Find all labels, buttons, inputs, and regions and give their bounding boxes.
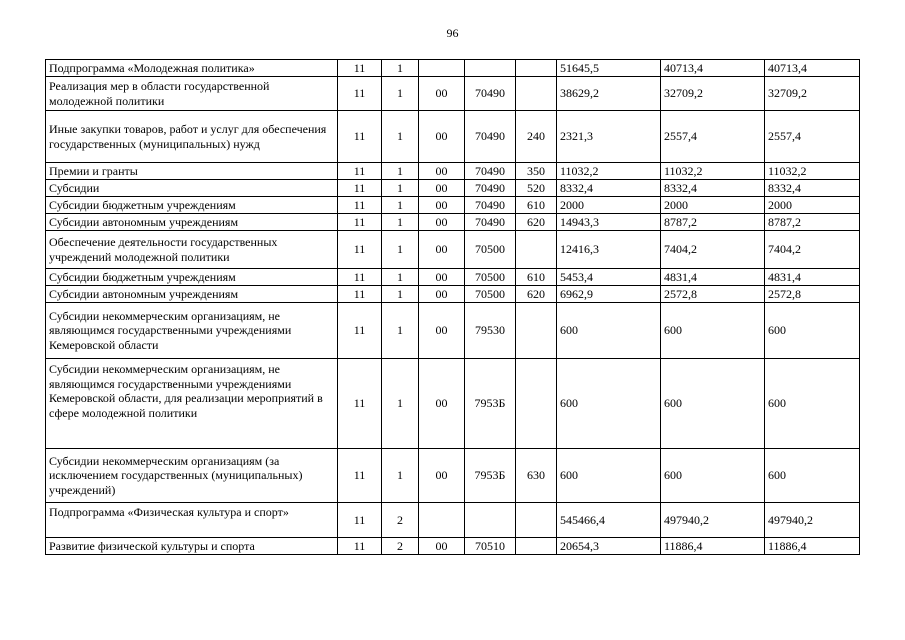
cell-article	[465, 503, 516, 538]
row-name: Иные закупки товаров, работ и услуг для обеспечения государственных (муниципальных) нужд	[46, 111, 338, 163]
cell-amount-2: 600	[661, 359, 765, 449]
cell-amount-3: 2557,4	[765, 111, 860, 163]
cell-amount-2: 497940,2	[661, 503, 765, 538]
row-name: Субсидии некоммерческим организациям, не являющимся государственными учреждениями Кемеровской области, для реализации мероприятий в сфере молодежной политики	[46, 359, 338, 449]
table-row	[46, 60, 860, 77]
cell-subsection: 1	[382, 163, 419, 180]
cell-program: 00	[419, 214, 465, 231]
cell-amount-1: 600	[557, 449, 661, 503]
cell-subsection: 1	[382, 303, 419, 359]
table-row	[46, 538, 860, 555]
cell-program: 00	[419, 269, 465, 286]
table-row	[46, 269, 860, 286]
cell-amount-1: 6962,9	[557, 286, 661, 303]
row-name: Подпрограмма «Физическая культура и спорт»	[46, 503, 338, 538]
cell-program	[419, 60, 465, 77]
cell-article: 70500	[465, 286, 516, 303]
table-row	[46, 303, 860, 359]
cell-type	[516, 60, 557, 77]
row-name: Развитие физической культуры и спорта	[46, 538, 338, 555]
cell-amount-1: 12416,3	[557, 231, 661, 269]
cell-amount-1: 20654,3	[557, 538, 661, 555]
table-row	[46, 163, 860, 180]
row-name: Субсидии автономным учреждениям	[46, 286, 338, 303]
table-row	[46, 359, 860, 449]
cell-amount-1: 51645,5	[557, 60, 661, 77]
cell-type: 620	[516, 214, 557, 231]
cell-subsection: 1	[382, 77, 419, 111]
cell-amount-1: 14943,3	[557, 214, 661, 231]
table-row	[46, 503, 860, 538]
cell-subsection: 1	[382, 111, 419, 163]
row-name: Подпрограмма «Молодежная политика»	[46, 60, 338, 77]
cell-subsection: 2	[382, 538, 419, 555]
table-row	[46, 77, 860, 111]
cell-amount-3: 2000	[765, 197, 860, 214]
cell-amount-2: 8787,2	[661, 214, 765, 231]
cell-subsection: 2	[382, 503, 419, 538]
cell-article: 70510	[465, 538, 516, 555]
row-name: Субсидии автономным учреждениям	[46, 214, 338, 231]
cell-section: 11	[338, 180, 382, 197]
cell-program	[419, 503, 465, 538]
cell-amount-3: 11886,4	[765, 538, 860, 555]
cell-amount-2: 40713,4	[661, 60, 765, 77]
cell-article: 70490	[465, 180, 516, 197]
cell-section: 11	[338, 503, 382, 538]
cell-amount-3: 2572,8	[765, 286, 860, 303]
cell-amount-3: 32709,2	[765, 77, 860, 111]
cell-article: 70490	[465, 111, 516, 163]
cell-section: 11	[338, 359, 382, 449]
cell-subsection: 1	[382, 359, 419, 449]
cell-article: 70500	[465, 231, 516, 269]
cell-section: 11	[338, 538, 382, 555]
cell-amount-2: 4831,4	[661, 269, 765, 286]
cell-amount-3: 8787,2	[765, 214, 860, 231]
cell-section: 11	[338, 197, 382, 214]
cell-article: 70490	[465, 214, 516, 231]
cell-amount-2: 32709,2	[661, 77, 765, 111]
cell-program: 00	[419, 303, 465, 359]
cell-subsection: 1	[382, 231, 419, 269]
cell-type	[516, 359, 557, 449]
cell-amount-1: 2000	[557, 197, 661, 214]
cell-section: 11	[338, 111, 382, 163]
cell-program: 00	[419, 111, 465, 163]
cell-subsection: 1	[382, 214, 419, 231]
page-number: 96	[446, 26, 459, 40]
cell-subsection: 1	[382, 60, 419, 77]
cell-amount-2: 600	[661, 449, 765, 503]
cell-program: 00	[419, 449, 465, 503]
row-name: Премии и гранты	[46, 163, 338, 180]
cell-section: 11	[338, 77, 382, 111]
cell-type	[516, 303, 557, 359]
cell-article: 7953Б	[465, 449, 516, 503]
table-row	[46, 231, 860, 269]
cell-amount-2: 600	[661, 303, 765, 359]
cell-amount-1: 11032,2	[557, 163, 661, 180]
cell-section: 11	[338, 303, 382, 359]
cell-article: 79530	[465, 303, 516, 359]
row-name: Субсидии бюджетным учреждениям	[46, 269, 338, 286]
cell-section: 11	[338, 214, 382, 231]
cell-amount-2: 7404,2	[661, 231, 765, 269]
cell-type: 610	[516, 269, 557, 286]
cell-program: 00	[419, 538, 465, 555]
cell-program: 00	[419, 197, 465, 214]
cell-type: 520	[516, 180, 557, 197]
table-row	[46, 197, 860, 214]
cell-amount-1: 600	[557, 303, 661, 359]
cell-program: 00	[419, 286, 465, 303]
cell-section: 11	[338, 163, 382, 180]
cell-amount-2: 8332,4	[661, 180, 765, 197]
cell-section: 11	[338, 269, 382, 286]
cell-section: 11	[338, 60, 382, 77]
cell-type	[516, 77, 557, 111]
table-row	[46, 111, 860, 163]
cell-program: 00	[419, 163, 465, 180]
cell-article: 70500	[465, 269, 516, 286]
cell-amount-2: 11032,2	[661, 163, 765, 180]
cell-article: 70490	[465, 163, 516, 180]
cell-type	[516, 538, 557, 555]
cell-amount-2: 2000	[661, 197, 765, 214]
cell-amount-3: 600	[765, 449, 860, 503]
cell-amount-2: 2572,8	[661, 286, 765, 303]
cell-section: 11	[338, 286, 382, 303]
cell-amount-2: 11886,4	[661, 538, 765, 555]
cell-type	[516, 503, 557, 538]
table-body	[46, 60, 860, 555]
cell-amount-3: 11032,2	[765, 163, 860, 180]
cell-article: 7953Б	[465, 359, 516, 449]
row-name: Обеспечение деятельности государственных учреждений молодежной политики	[46, 231, 338, 269]
cell-subsection: 1	[382, 449, 419, 503]
row-name: Субсидии некоммерческим организациям, не являющимся государственными учреждениями Кемеровской области	[46, 303, 338, 359]
row-name: Субсидии некоммерческим организациям (за исключением государственных (муниципальных) учреждений)	[46, 449, 338, 503]
row-name: Субсидии	[46, 180, 338, 197]
cell-type	[516, 231, 557, 269]
cell-amount-1: 545466,4	[557, 503, 661, 538]
table-row	[46, 449, 860, 503]
cell-type: 620	[516, 286, 557, 303]
cell-program: 00	[419, 180, 465, 197]
cell-article: 70490	[465, 77, 516, 111]
cell-amount-1: 600	[557, 359, 661, 449]
row-name: Субсидии бюджетным учреждениям	[46, 197, 338, 214]
cell-type: 350	[516, 163, 557, 180]
cell-amount-3: 600	[765, 359, 860, 449]
cell-amount-3: 600	[765, 303, 860, 359]
cell-amount-1: 38629,2	[557, 77, 661, 111]
cell-program: 00	[419, 77, 465, 111]
cell-subsection: 1	[382, 197, 419, 214]
table-row	[46, 214, 860, 231]
cell-amount-1: 8332,4	[557, 180, 661, 197]
cell-type: 610	[516, 197, 557, 214]
cell-amount-3: 8332,4	[765, 180, 860, 197]
cell-amount-3: 7404,2	[765, 231, 860, 269]
cell-amount-1: 5453,4	[557, 269, 661, 286]
cell-amount-1: 2321,3	[557, 111, 661, 163]
cell-program: 00	[419, 231, 465, 269]
cell-section: 11	[338, 231, 382, 269]
row-name: Реализация мер в области государственной молодежной политики	[46, 77, 338, 111]
cell-amount-3: 497940,2	[765, 503, 860, 538]
cell-subsection: 1	[382, 180, 419, 197]
budget-table	[45, 59, 860, 555]
cell-subsection: 1	[382, 286, 419, 303]
cell-article	[465, 60, 516, 77]
cell-program: 00	[419, 359, 465, 449]
cell-type: 630	[516, 449, 557, 503]
table-row	[46, 180, 860, 197]
table-row	[46, 286, 860, 303]
cell-subsection: 1	[382, 269, 419, 286]
cell-section: 11	[338, 449, 382, 503]
cell-type: 240	[516, 111, 557, 163]
cell-article: 70490	[465, 197, 516, 214]
cell-amount-3: 40713,4	[765, 60, 860, 77]
cell-amount-2: 2557,4	[661, 111, 765, 163]
cell-amount-3: 4831,4	[765, 269, 860, 286]
